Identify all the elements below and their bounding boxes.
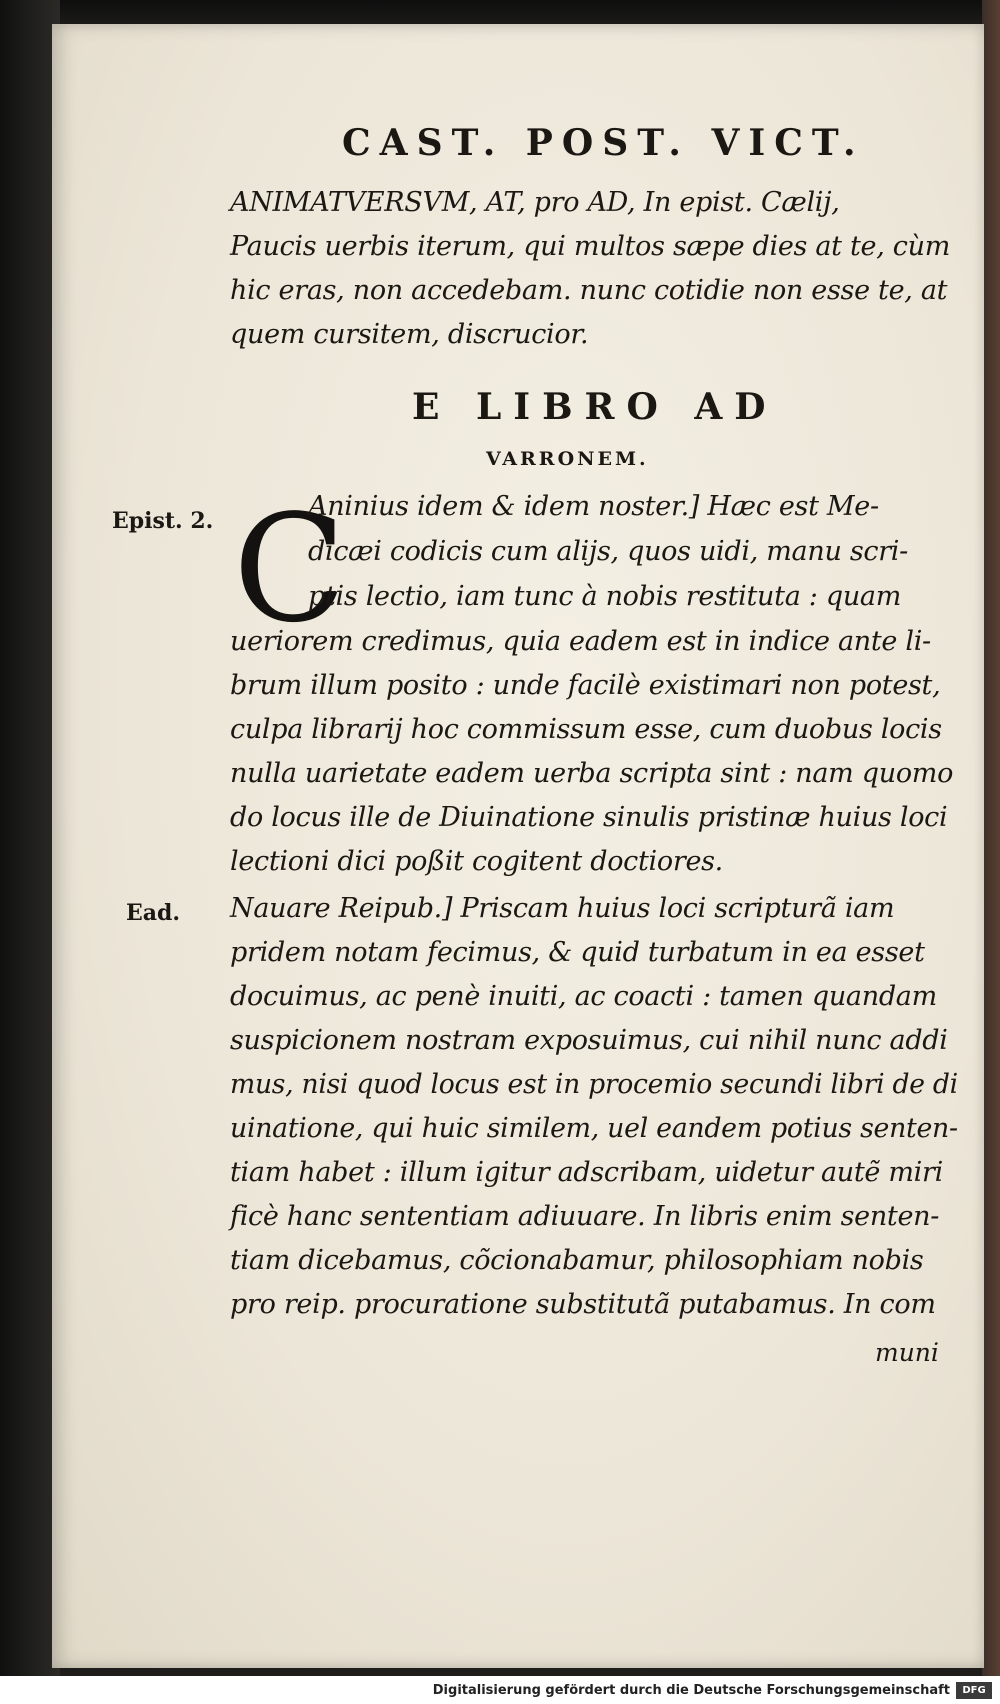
text-line: tiam habet : illum igitur adscribam, uidetur autẽ miri: [230, 1157, 943, 1188]
footer-bar: [0, 1676, 1000, 1704]
text-line: pro reip. procuratione substitutã putabamus. In com: [230, 1289, 936, 1320]
text-line: culpa librarij hoc commissum esse, cum duobus locis: [230, 714, 942, 745]
text-line: quem cursitem, discrucior.: [230, 319, 589, 350]
text-line: tiam dicebamus, cõcionabamur, philosophiam nobis: [230, 1245, 924, 1276]
text-line: brum illum posito : unde facilè existimari non potest,: [230, 670, 941, 701]
running-head: CAST. POST. VICT.: [342, 122, 865, 164]
drop-cap: C: [233, 483, 347, 655]
text-line: ficè hanc sententiam adiuuare. In libris enim senten-: [230, 1201, 940, 1232]
text-line: mus, nisi quod locus est in procemio secundi libri de di: [230, 1069, 958, 1100]
text-line: Paucis uerbis iterum, qui multos sæpe dies at te, cùm: [230, 231, 951, 262]
scan-left-edge: [0, 0, 60, 1704]
catchword: muni: [875, 1338, 939, 1367]
text-line: lectioni dici poßit cogitent doctiores.: [230, 846, 723, 877]
text-line: hic eras, non accedebam. nunc cotidie non esse te, at: [230, 275, 948, 306]
scan-right-edge: [982, 0, 1000, 1704]
text-line: do locus ille de Diuinatione sinulis pristinæ huius loci: [230, 802, 948, 833]
text-line: dicæi codicis cum alijs, quos uidi, manu scri-: [308, 536, 908, 567]
text-line: ptis lectio, iam tunc à nobis restituta : quam: [308, 581, 902, 612]
dfg-logo: DFG: [956, 1682, 992, 1699]
text-line: Nauare Reipub.] Priscam huius loci scripturã iam: [230, 893, 895, 924]
text-line: pridem notam fecimus, & quid turbatum in ea esset: [230, 937, 925, 968]
margin-note-ead: Ead.: [126, 900, 181, 926]
text-line: suspicionem nostram exposuimus, cui nihil nunc addi: [230, 1025, 948, 1056]
text-line: ANIMATVERSVM, AT, pro AD, In epist. Cælij,: [230, 187, 840, 218]
text-line: docuimus, ac penè inuiti, ac coacti : tamen quandam: [230, 981, 937, 1012]
footer-credit: Digitalisierung gefördert durch die Deutsche Forschungsgemeinschaft: [432, 1683, 950, 1698]
text-line: uinatione, qui huic similem, uel eandem potius senten-: [230, 1113, 958, 1144]
margin-note-epist: Epist. 2.: [112, 508, 214, 534]
text-line: ueriorem credimus, quia eadem est in indice ante li-: [230, 626, 931, 657]
section-subtitle: VARRONEM.: [486, 448, 649, 470]
text-line: nulla uarietate eadem uerba scripta sint : nam quomo: [230, 758, 954, 789]
section-title: E LIBRO AD: [412, 386, 778, 428]
text-line: Aninius idem & idem noster.] Hæc est Me-: [308, 491, 879, 522]
